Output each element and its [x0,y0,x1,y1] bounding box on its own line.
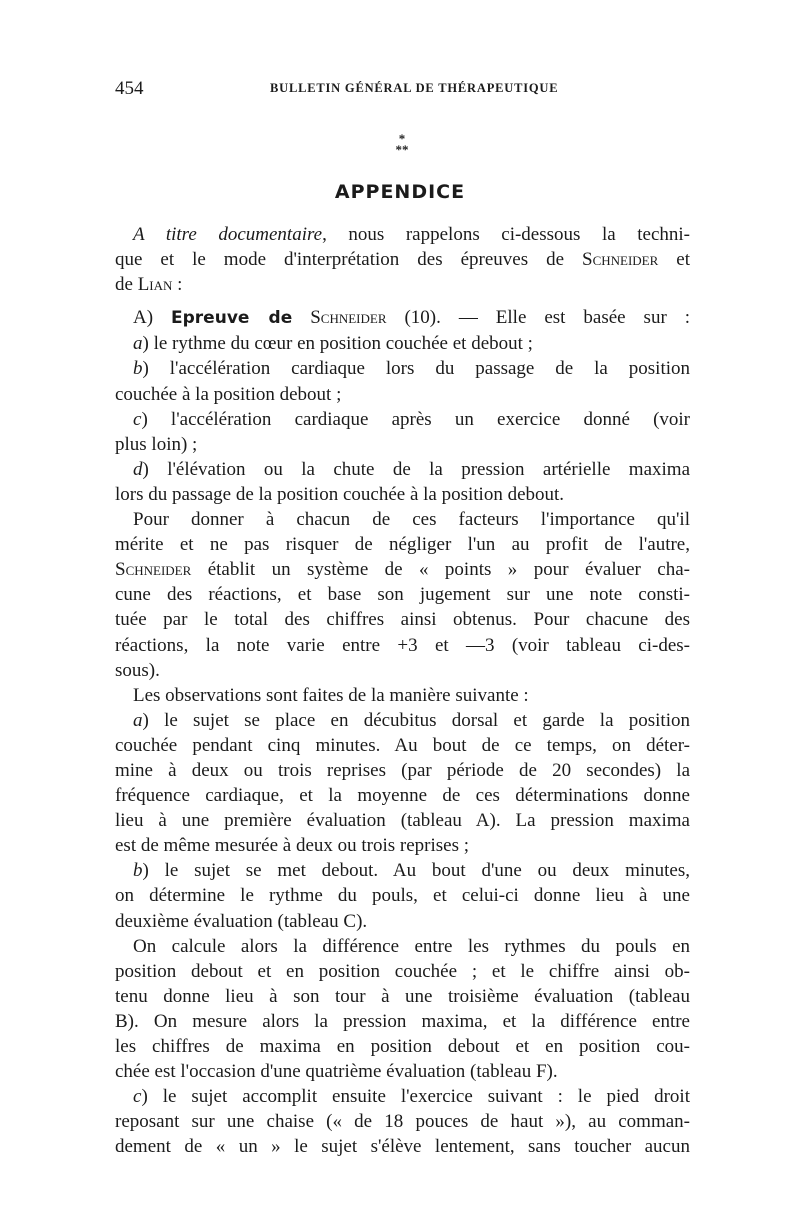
para-line: fréquence cardiaque, et la moyenne de ces déterminations donne [115,785,690,807]
asterism-top: * [398,131,406,146]
author-name: Schneider [582,249,659,271]
para-line: Les observations sont faites de la manière suivante : [133,684,529,706]
para-line: On calcule alors la différence entre les rythmes du pouls en [133,935,690,957]
para-line: dement de « un » le sujet s'élève lentement, sans toucher aucun [115,1136,690,1158]
intro-line: que et le mode d'interprétation des épreuves de Schneider et [115,249,690,271]
para-line: mérite et ne pas risquer de négliger l'un au profit de l'autre, [115,534,690,556]
list-item-c: c) l'accélération cardiaque après un exercice donné (voir [133,408,690,430]
list-item-b-cont: couchée à la position debout ; [115,383,342,405]
list-item-d-cont: lors du passage de la position couchée à la position debout. [115,483,565,505]
para-line: cune des réactions, et base son jugement sur une note consti- [115,584,690,606]
intro-line: de Lian : [115,274,183,296]
list-item-b: b) l'accélération cardiaque lors du passage de la position [133,358,690,380]
epreuve-bold: Epreuve de [171,308,293,329]
asterism-divider [389,133,415,155]
para-line: on détermine le rythme du pouls, et celui-ci donne lieu à une [115,885,690,907]
para-line: Pour donner à chacun de ces facteurs l'importance qu'il [133,509,690,531]
para-line: sous). [115,659,160,681]
author-name: Lian [137,274,173,296]
epreuve-heading: A) Epreuve de Schneider (10). — Elle est basée sur : [133,307,690,329]
para-line: reposant sur une chaise (« de 18 pouces de haut »), au comman- [115,1111,690,1133]
body-text [115,222,690,1159]
section-title: APPENDICE [334,181,466,203]
para-line: les chiffres de maxima en position debout et en position cou- [115,1036,690,1057]
para-line: réactions, la note varie entre +3 et —3 (voir tableau ci-des- [115,634,690,656]
para-line: position debout et en position couchée ; et le chiffre ainsi ob- [115,960,690,982]
list-item-d: d) l'élévation ou la chute de la pression artérielle maxima [133,458,690,480]
para-line: est de même mesurée à deux ou trois reprises ; [115,835,470,857]
intro-italic: A titre documentaire [133,224,323,245]
calc-item-c: c) le sujet accomplit ensuite l'exercice suivant : le pied droit [133,1086,690,1108]
obs-item-a: a) le sujet se place en décubitus dorsal et garde la position [133,709,690,731]
journal-title: BULLETIN GÉNÉRAL DE THÉRAPEUTIQUE [270,81,559,95]
obs-item-b: b) le sujet se met debout. Au bout d'une ou deux minutes, [133,860,690,882]
intro-line: A titre documentaire, nous rappelons ci-dessous la techni- [133,224,690,245]
list-item-c-cont: plus loin) ; [115,433,198,455]
para-line: Schneider établit un système de « points » pour évaluer cha- [115,559,690,581]
author-name: Schneider [310,307,387,329]
para-line: deuxième évaluation (tableau C). [115,910,368,932]
running-head [115,78,690,102]
author-name: Schneider [115,559,192,581]
para-line: B). On mesure alors la pression maxima, et la différence entre [115,1010,690,1032]
page-number: 454 [115,78,144,99]
para-line: tenu donne lieu à son tour à une troisième évaluation (tableau [115,985,690,1007]
asterism-bottom: ** [395,142,409,157]
list-item-a: a) le rythme du cœur en position couchée et debout ; [133,333,533,355]
para-line: chée est l'occasion d'une quatrième évaluation (tableau F). [115,1061,558,1083]
para-line: tuée par le total des chiffres ainsi obtenus. Pour chacune des [115,609,690,631]
para-line: lieu à une première évaluation (tableau A). La pression maxima [115,810,690,832]
para-line: couchée pendant cinq minutes. Au bout de ce temps, on déter- [115,734,690,756]
paragraph-gap [115,297,690,305]
para-line: mine à deux ou trois reprises (par période de 20 secondes) la [115,759,690,781]
